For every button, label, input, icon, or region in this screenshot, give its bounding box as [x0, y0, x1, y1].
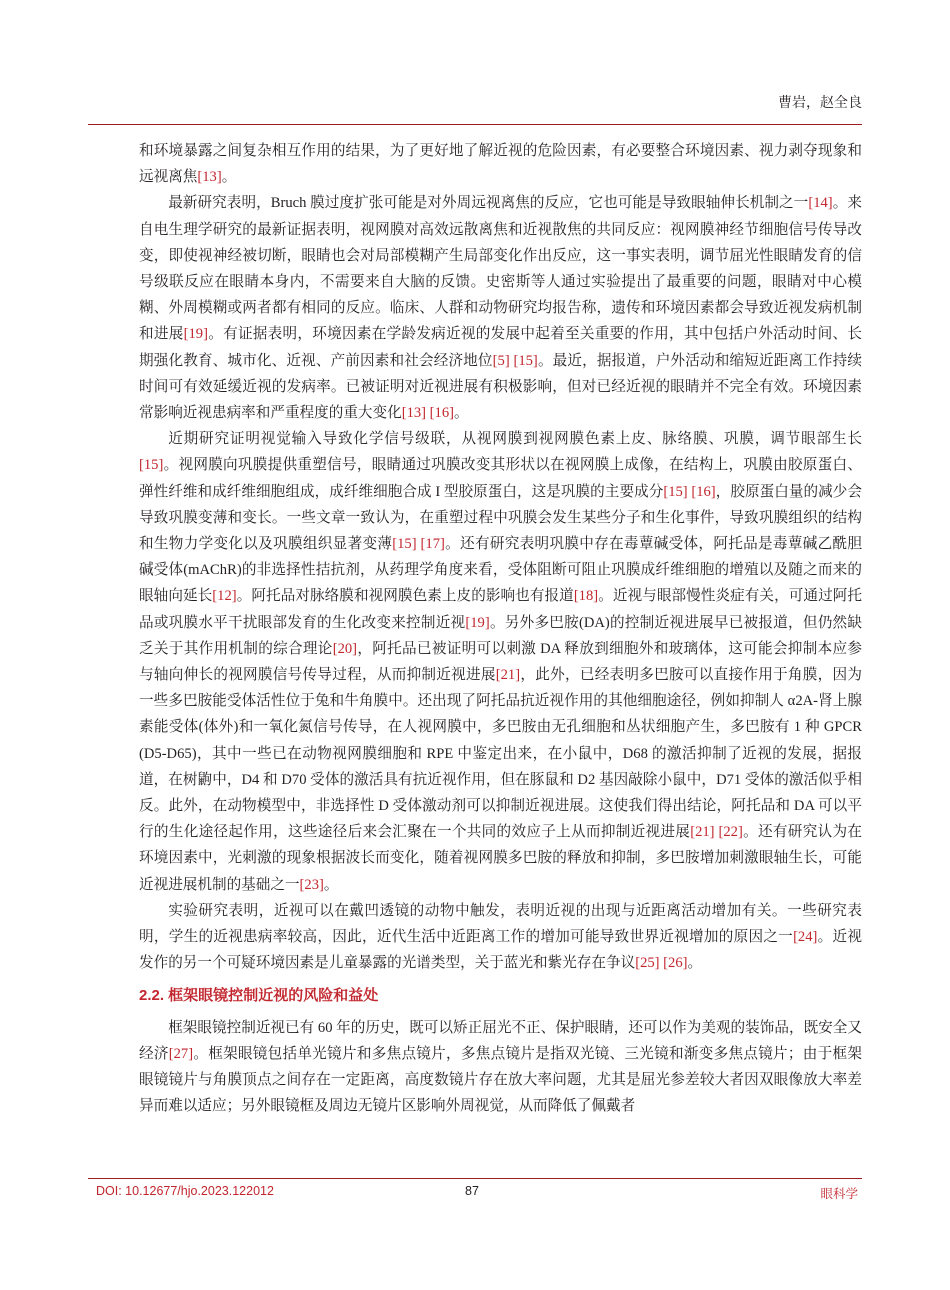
footer-doi-link[interactable]: DOI: 10.12677/hjo.2023.122012 — [96, 1184, 274, 1198]
footer-journal-name: 眼科学 — [820, 1187, 858, 1201]
paragraph-text: 。还有研究表明巩膜中存在毒蕈碱受体，阿托品是毒蕈碱乙酰胆碱受体(mAChR)的非选择性拮抗剂，从药理学角度来看，受体阻断可阻止巩膜成纤维细胞的增殖以及随之而来的眼轴向延长 — [139, 536, 862, 605]
paragraph-text: 。最近，据报道，户外活动和缩短近距离工作持续时间可有效延缓近视的发病率。已被证明对近视进展有积极影响，但对已经近视的眼睛并不完全有效。环境因素常影响近视患病率和严重程度的重大变化 — [139, 352, 862, 422]
running-header-authors: 曹岩，赵全良 — [778, 96, 862, 111]
citation-link[interactable]: [19] — [465, 614, 490, 631]
paragraph-text: 。 — [323, 876, 339, 893]
paragraph-text: ，此外，已经表明多巴胺可以直接作用于角膜，因为一些多巴胺能受体活性位于兔和牛角膜中。还出现了阿托品抗近视作用的其他细胞途径，例如抑制人 α2A-肾上腺素能受体(体外)和一氧化氮信号传导，在人视网膜中，多巴胺由无孔细胞和丛状细胞产生，多巴胺有 1 种 GPCR (D5-D65)，其中一些已在动物视网膜细胞和 RPE 中鉴定出来，在小鼠中，D68 的激活抑制了近视的发展，据报道，在树鼩中，D4 和 D70 受体的激活具有抗近视作用，但在豚鼠和 D2 基因敲除小鼠中，D71 受体的激活似乎相反。此外，在动物模型中，非选择性 D 受体激动剂可以抑制近视进展。这使我们得出结论，阿托品和 DA 可以平行的生化途径起作用，这些途径后来会汇聚在一个共同的效应子上从而抑制近视进展 — [139, 667, 862, 841]
paragraph-text: 。近视与眼部慢性炎症有关，可通过阿托品或巩膜水平干扰眼部发育的生化改变来控制近视 — [139, 588, 862, 631]
paragraph — [139, 138, 862, 190]
paragraph-text: 。另外多巴胺(DA)的控制近视进展早已被报道，但仍然缺乏关于其作用机制的综合理论 — [139, 614, 862, 657]
paragraph-text: 。阿托品对脉络膜和视网膜色素上皮的影响也有报道 — [236, 588, 574, 605]
citation-link[interactable]: [21] [22] — [690, 824, 743, 841]
paragraph — [139, 426, 862, 898]
paragraph-text: 。来自电生理学研究的最新证据表明，视网膜对高效远散离焦和近视散焦的共同反应：视网膜神经节细胞信号传导改变，即使视神经被切断，眼睛也会对局部模糊产生局部变化作出反应，这一事实表明，调节屈光性眼睛发育的信号级联反应在眼睛本身内，不需要来自大脑的反馈。史密斯等人通过实验提出了最重要的问题，眼睛对中心模糊、外周模糊或两者都有相同的反应。临床、人群和动物研究均报告称，遗传和环境因素都会导致近视发病机制和进展 — [139, 195, 862, 343]
citation-link[interactable]: [25] [26] — [635, 955, 688, 972]
citation-link[interactable]: [13] — [197, 169, 222, 186]
citation-link[interactable]: [21] — [495, 667, 521, 684]
citation-link[interactable]: [27] — [168, 1045, 194, 1062]
paragraph-text: 。还有研究认为在环境因素中，光刺激的现象根据波长而变化，随着视网膜多巴胺的释放和抑制，多巴胺增加刺激眼轴生长，可能近视进展机制的基础之一 — [139, 824, 862, 893]
paragraph-text: 。 — [687, 955, 703, 972]
citation-link[interactable]: [23] — [299, 876, 324, 893]
citation-link[interactable]: [12] — [212, 588, 237, 605]
paragraph-text: 框架眼镜控制近视已有 60 年的历史，既可以矫正屈光不正、保护眼睛，还可以作为美观的装饰品，既安全又经济 — [139, 1019, 862, 1062]
paragraph — [139, 190, 862, 426]
paragraph-text: 实验研究表明，近视可以在戴凹透镜的动物中触发，表明近视的出现与近距离活动增加有关。一些研究表明，学生的近视患病率较高，因此，近代生活中近距离工作的增加可能导致世界近视增加的原因之一 — [139, 902, 862, 946]
paragraph-text: 。视网膜向巩膜提供重塑信号，眼睛通过巩膜改变其形状以在视网膜上成像，在结构上，巩膜由胶原蛋白、弹性纤维和成纤维细胞组成，成纤维细胞合成 I 型胶原蛋白，这是巩膜的主要成分 — [139, 457, 862, 500]
paragraph-text: 。框架眼镜包括单光镜片和多焦点镜片，多焦点镜片是指双光镜、三光镜和渐变多焦点镜片；由于框架眼镜镜片与角膜顶点之间存在一定距离，高度数镜片存在放大率问题，尤其是屈光参差较大者因双眼像放大率差异而难以适应；另外眼镜框及周边无镜片区影响外周视觉，从而降低了佩戴者 — [139, 1045, 862, 1115]
citation-link[interactable]: [15] — [139, 457, 164, 474]
paragraph-text: ，阿托品已被证明可以刺激 DA 释放到细胞外和玻璃体，这可能会抑制本应参与轴向伸长的视网膜信号传导过程，从而抑制近视进展 — [139, 640, 862, 684]
paragraph — [139, 898, 862, 977]
paragraph — [139, 1015, 862, 1120]
citation-link[interactable]: [20] — [332, 640, 358, 657]
citation-link[interactable]: [14] — [808, 195, 833, 212]
citation-link[interactable]: [18] — [573, 588, 599, 605]
section-heading: 2.2. 框架眼镜控制近视的风险和益处 — [139, 986, 379, 1004]
citation-link[interactable]: [13] [16] — [401, 405, 454, 422]
citation-link[interactable]: [24] — [793, 929, 818, 946]
article-body — [139, 138, 862, 1119]
citation-link[interactable]: [15] [16] — [663, 483, 716, 500]
citation-link[interactable]: [15] [17] — [392, 536, 445, 553]
paragraph-text: 最新研究表明，Bruch 膜过度扩张可能是对外周远视离焦的反应，它也可能是导致眼轴伸长机制之一 — [168, 195, 809, 212]
paragraph-text: 和环境暴露之间复杂相互作用的结果，为了更好地了解近视的危险因素，有必要整合环境因素、视力剥夺现象和远视离焦 — [139, 143, 862, 186]
citation-link[interactable]: [19] — [183, 326, 208, 343]
footer-divider — [88, 1178, 862, 1179]
paragraph-text: 。 — [453, 405, 469, 422]
footer-page-number: 87 — [465, 1184, 479, 1198]
paragraph-text: ，胶原蛋白量的减少会导致巩膜变薄和变长。一些文章一致认为，在重塑过程中巩膜会发生某些分子和生化事件，导致巩膜组织的结构和生物力学变化以及巩膜组织显著变薄 — [139, 483, 862, 553]
paragraph-text: 。有证据表明，环境因素在学龄发病近视的发展中起着至关重要的作用，其中包括户外活动时间、长期强化教育、城市化、近视、产前因素和社会经济地位 — [139, 326, 862, 369]
header-divider — [88, 124, 862, 125]
paragraph-text: 。 — [221, 169, 237, 186]
paragraph-text: 近期研究证明视觉输入导致化学信号级联，从视网膜到视网膜色素上皮、脉络膜、巩膜，调节眼部生长 — [168, 431, 862, 448]
citation-link[interactable]: [5] [15] — [492, 352, 538, 369]
paragraph-text: 。近视发作的另一个可疑环境因素是儿童暴露的光谱类型，关于蓝光和紫光存在争议 — [139, 929, 862, 972]
